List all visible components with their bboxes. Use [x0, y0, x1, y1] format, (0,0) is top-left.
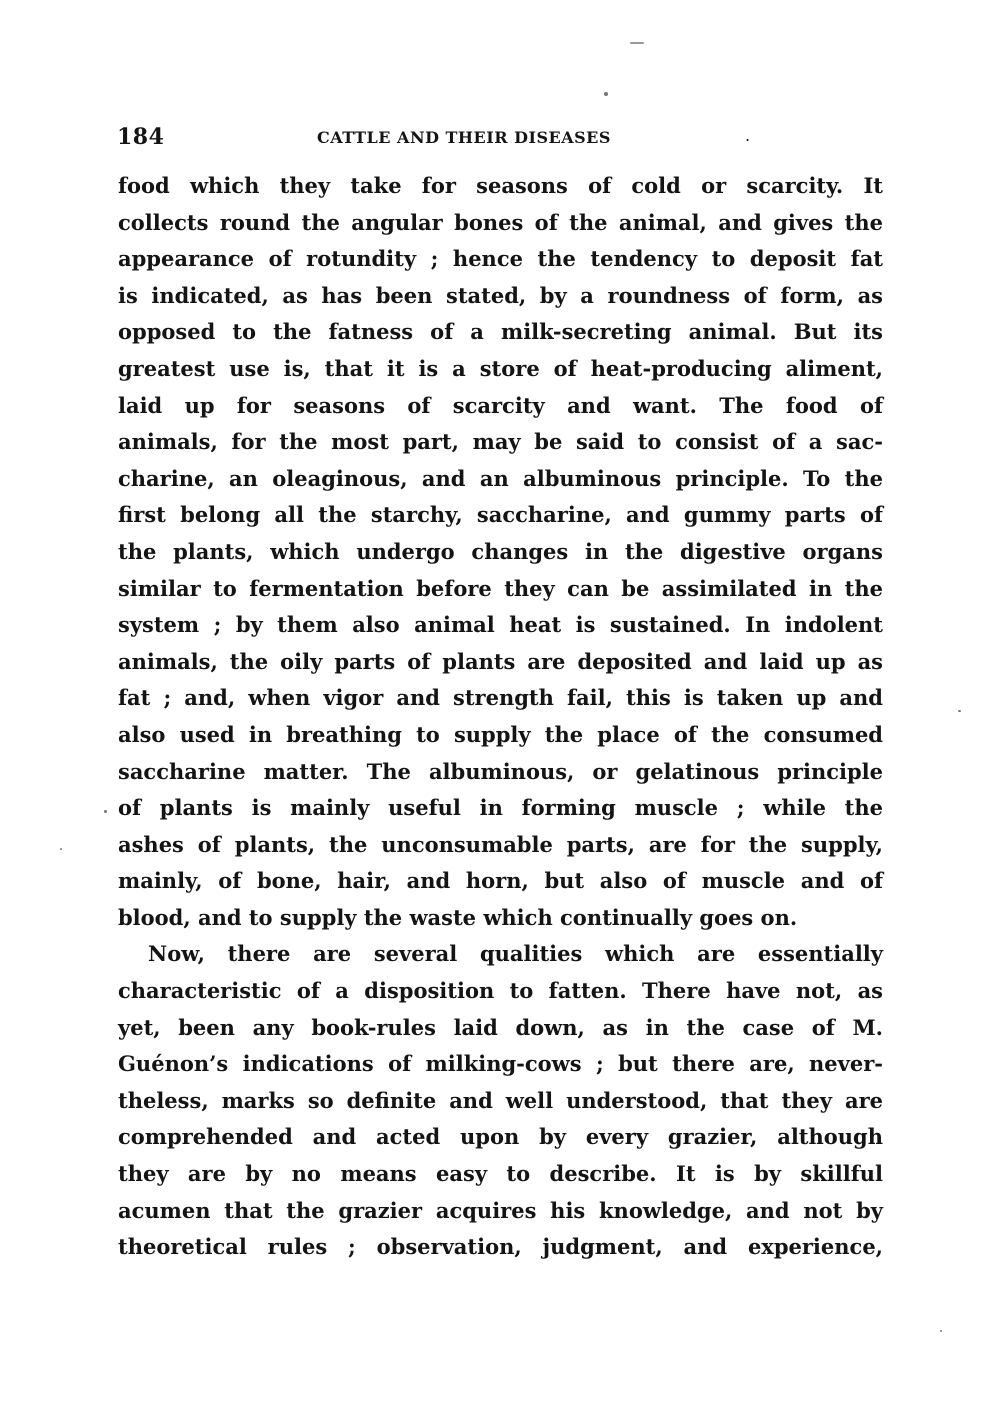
text-line: opposed to the fatness of a milk-secreting animal. But its — [118, 319, 883, 345]
scan-speck — [104, 810, 107, 813]
text-line: Guénon’s indications of milking-cows ; but there are, never- — [118, 1051, 883, 1077]
running-title: CATTLE AND THEIR DISEASES — [317, 128, 611, 147]
text-line: they are by no means easy to describe. It is by skillful — [118, 1161, 883, 1187]
page-header — [117, 124, 887, 160]
text-line: similar to fermentation before they can be assimilated in the — [118, 575, 883, 601]
text-line: comprehended and acted upon by every grazier, although — [118, 1124, 883, 1150]
text-line: characteristic of a disposition to fatten. There have not, as — [118, 978, 883, 1004]
text-line: is indicated, as has been stated, by a roundness of form, as — [118, 282, 883, 308]
text-line: mainly, of bone, hair, and horn, but also of muscle and of — [118, 868, 883, 894]
body-text — [118, 168, 883, 1266]
paragraph-1 — [118, 168, 883, 936]
header-mark: . — [745, 126, 751, 145]
text-line: collects round the angular bones of the animal, and gives the — [118, 209, 883, 235]
text-line: the plants, which undergo changes in the digestive organs — [118, 538, 883, 564]
text-line: of plants is mainly useful in forming muscle ; while the — [118, 795, 883, 821]
text-line: laid up for seasons of scarcity and want. The food of — [118, 392, 883, 418]
text-line: Now, there are several qualities which are essentially — [148, 941, 883, 967]
text-line: blood, and to supply the waste which continually goes on. — [118, 904, 798, 930]
text-line: animals, the oily parts of plants are deposited and laid up as — [118, 648, 883, 674]
scan-speck — [940, 1330, 942, 1332]
text-line: theless, marks so definite and well understood, that they are — [118, 1087, 883, 1113]
text-line: appearance of rotundity ; hence the tendency to deposit fat — [118, 246, 883, 272]
text-line: animals, for the most part, may be said to consist of a sac- — [118, 429, 883, 455]
scan-speck — [630, 42, 644, 44]
text-line: ashes of plants, the unconsumable parts, are for the supply, — [118, 831, 883, 857]
page-number: 184 — [117, 124, 165, 150]
text-line: theoretical rules ; observation, judgment, and experience, — [118, 1234, 883, 1260]
text-line: acumen that the grazier acquires his knowledge, and not by — [118, 1197, 883, 1223]
text-line: food which they take for seasons of cold or scarcity. It — [118, 173, 883, 198]
text-line: system ; by them also animal heat is sustained. In indolent — [118, 612, 883, 638]
text-line: fat ; and, when vigor and strength fail, this is taken up and — [118, 685, 883, 711]
paragraph-2 — [118, 936, 883, 1265]
text-line: also used in breathing to supply the place of the consumed — [118, 721, 883, 747]
scan-speck — [958, 710, 961, 712]
text-line: first belong all the starchy, saccharine, and gummy parts of — [118, 502, 883, 528]
text-line: saccharine matter. The albuminous, or gelatinous principle — [118, 758, 883, 784]
scan-speck — [604, 92, 608, 96]
text-line: greatest use is, that it is a store of heat-producing aliment, — [118, 355, 883, 381]
text-line: yet, been any book-rules laid down, as in the case of M. — [118, 1014, 883, 1040]
text-line: charine, an oleaginous, and an albuminous principle. To the — [118, 465, 883, 491]
scan-speck — [60, 848, 62, 850]
